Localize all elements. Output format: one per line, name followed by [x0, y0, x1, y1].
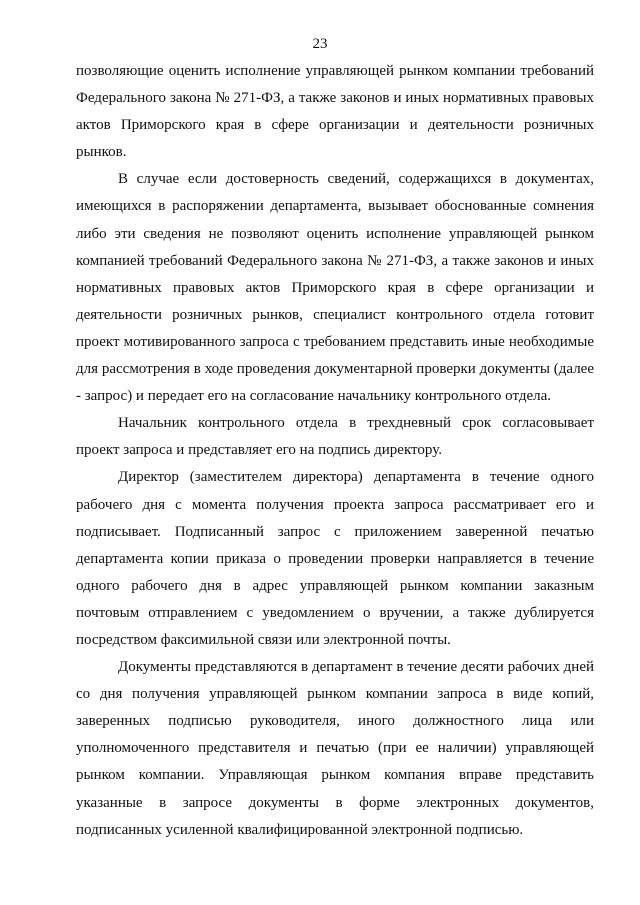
paragraph-head-approval: Начальник контрольного отдела в трехдневный срок согласовывает проект запроса и представляет его на подпись директору. [76, 415, 594, 459]
document-body [76, 58, 594, 844]
paragraph-director-signing: Директор (заместителем директора) департамента в течение одного рабочего дня с момента получения проекта запроса рассматривает его и подписывает. Подписанный запрос с приложением заверенной печатью департамента копии приказа о проведении проверки направляется в течение одного рабочего дня в адрес управляющей рынком компании заказным почтовым отправлением с уведомлением о вручении, а также дублируется посредством факсимильной связи или электронной почты. [76, 469, 594, 648]
paragraph-documents-submission: Документы представляются в департамент в течение десяти рабочих дней со дня получения управляющей рынком компании запроса в виде копий, заверенных подписью руководителя, иного должностного лица или уполномоченного представителя и печатью (при ее наличии) управляющей рынком компании. Управляющая рынком компания вправе представить указанные в запросе документы в форме электронных документов, подписанных усиленной квалифицированной электронной подписью. [76, 659, 594, 838]
paragraph-verification-doubts: В случае если достоверность сведений, содержащихся в документах, имеющихся в распоряжении департамента, вызывает обоснованные сомнения либо эти сведения не позволяют оценить исполнение управляющей рынком компанией требований Федерального закона № 271-ФЗ, а также законов и иных нормативных правовых актов Приморского края в сфере организации и деятельности розничных рынков, специалист контрольного отдела готовит проект мотивированного запроса с требованием представить иные необходимые для рассмотрения в ходе проведения документарной проверки документы (далее - запрос) и передает его на согласование начальнику контрольного отдела. [76, 171, 594, 405]
page-number: 23 [312, 36, 328, 52]
paragraph-continuation: позволяющие оценить исполнение управляющей рынком компании требований Федерального закона № 271-ФЗ, а также законов и иных нормативных правовых актов Приморского края в сфере организации и деятельности розничных рынков. [76, 63, 594, 161]
